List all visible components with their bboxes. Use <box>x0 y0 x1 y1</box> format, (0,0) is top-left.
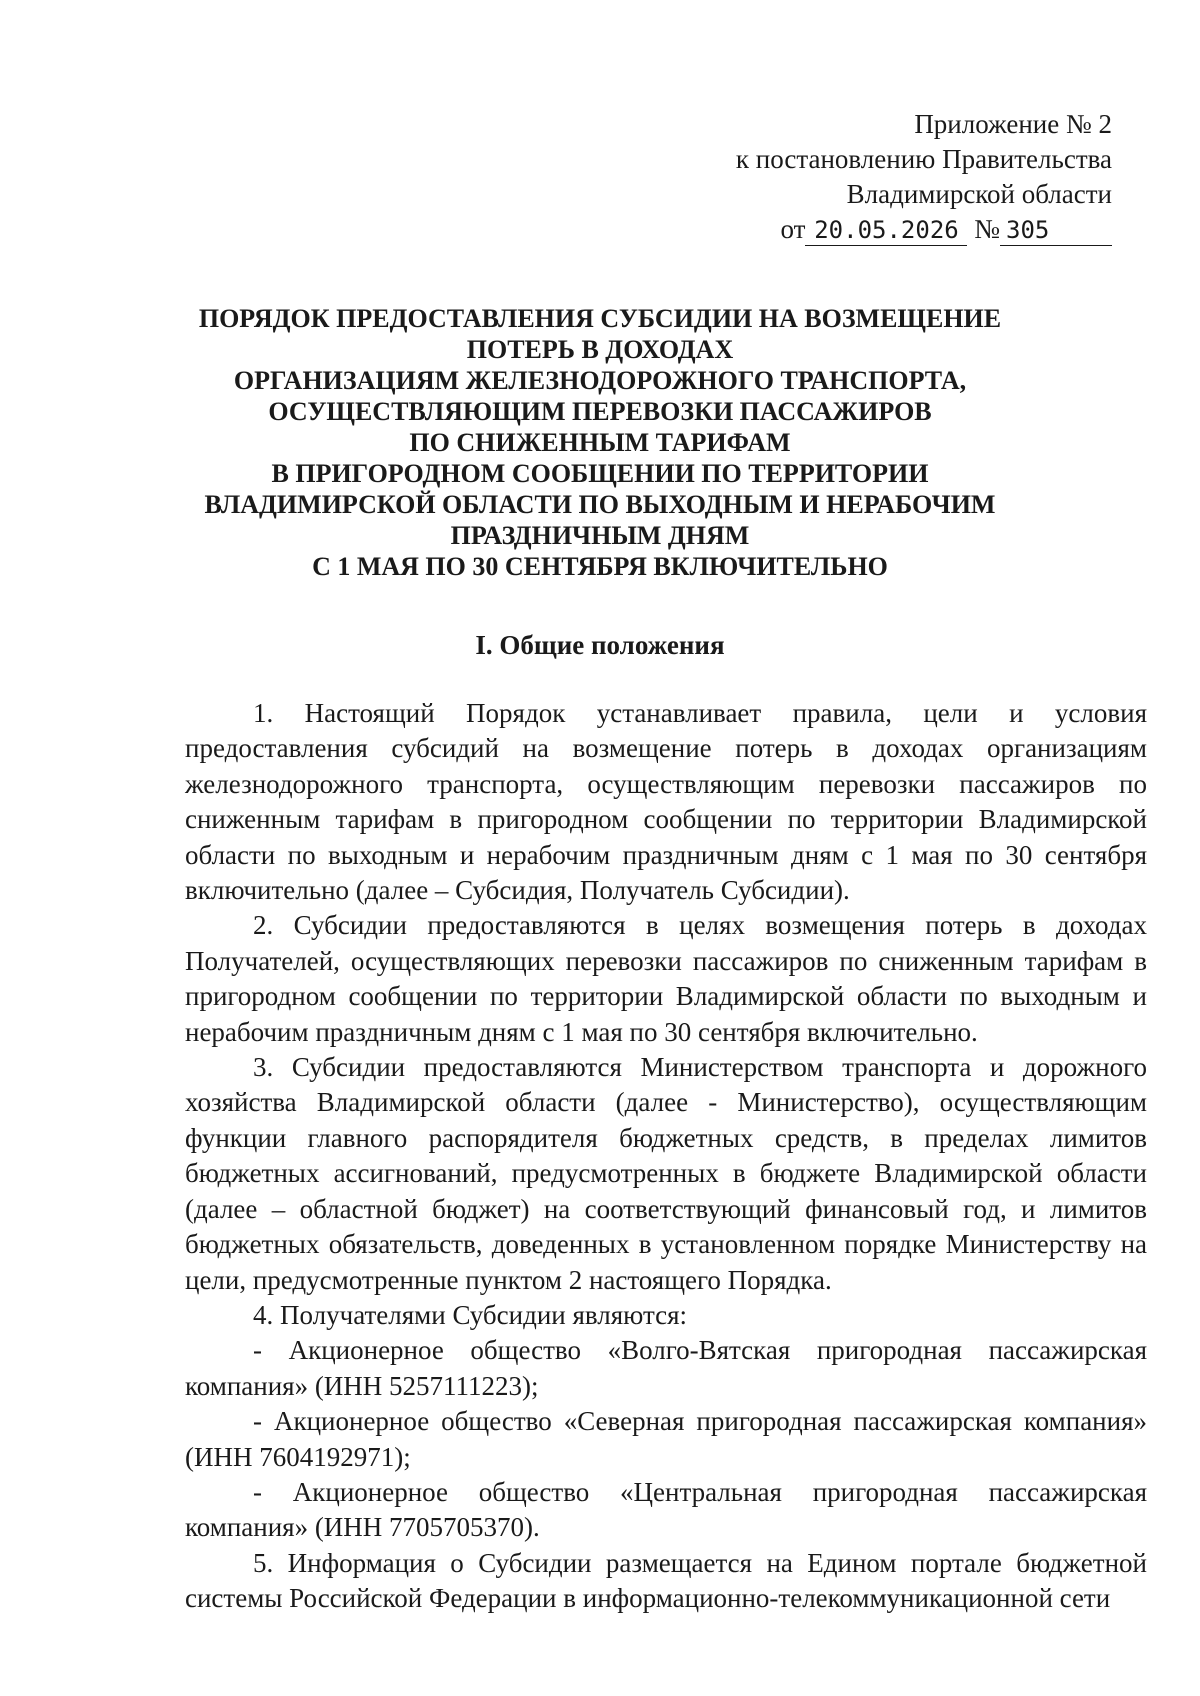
recipient-item: - Акционерное общество «Центральная пригородная пассажирская компания» (ИНН 7705705370). <box>185 1476 1147 1543</box>
title-line: ВЛАДИМИРСКОЙ ОБЛАСТИ ПО ВЫХОДНЫМ И НЕРАБОЧИМ <box>204 490 996 519</box>
number-value: 305 <box>1000 215 1112 246</box>
section-heading: I. Общие положения <box>475 630 725 660</box>
paragraph-3: 3. Субсидии предоставляются Министерством транспорта и дорожного хозяйства Владимирской области (далее - Министерство), осуществляющим функции главного распорядителя бюджетных средств, в пределах лимитов бюджетных ассигнований, предусмотренных в бюджете Владимирской области (далее – областной бюджет) на соответствующий финансовый год, и лимитов бюджетных обязательств, доведенных в установленном порядке Министерству на цели, предусмотренные пунктом 2 настоящего Порядка. <box>185 1052 1147 1295</box>
paragraph-2: 2. Субсидии предоставляются в целях возмещения потерь в доходах Получателей, осуществляющих перевозки пассажиров по сниженным тарифам в пригородном сообщении по территории Владимирской области по выходным и нерабочим праздничным дням с 1 мая по 30 сентября включительно. <box>185 910 1147 1047</box>
title-line: ПОРЯДОК ПРЕДОСТАВЛЕНИЯ СУБСИДИИ НА ВОЗМЕЩЕНИЕ <box>198 304 1002 333</box>
title-line: ОРГАНИЗАЦИЯМ ЖЕЛЕЗНОДОРОЖНОГО ТРАНСПОРТА, <box>233 366 967 395</box>
paragraph-4: 4. Получателями Субсидии являются: <box>253 1299 688 1330</box>
title-line: ПОТЕРЬ В ДОХОДАХ <box>466 335 734 364</box>
title-line: ОСУЩЕСТВЛЯЮЩИМ ПЕРЕВОЗКИ ПАССАЖИРОВ <box>268 397 932 426</box>
recipient-item: - Акционерное общество «Северная пригородная пассажирская компания» (ИНН 7604192971); <box>185 1406 1147 1472</box>
title-line: С 1 МАЯ ПО 30 СЕНТЯБРЯ ВКЛЮЧИТЕЛЬНО <box>312 552 888 581</box>
appendix-block <box>736 107 1112 247</box>
title-line: В ПРИГОРОДНОМ СООБЩЕНИИ ПО ТЕРРИТОРИИ <box>271 459 929 488</box>
document-body <box>185 696 1147 1617</box>
appendix-region: Владимирской области <box>846 179 1112 209</box>
paragraph-1: 1. Настоящий Порядок устанавливает правила, цели и условия предоставления субсидий на возмещение потерь в доходах организациям железнодорожного транспорта, осуществляющим перевозки пассажиров по сниженным тарифам в пригородном сообщении по территории Владимирской области по выходным и нерабочим праздничным дням с 1 мая по 30 сентября включительно (далее – Субсидия, Получатель Субсидии). <box>185 698 1147 906</box>
date-value: 20.05.2026 <box>805 215 967 246</box>
appendix-resolution: к постановлению Правительства <box>735 144 1112 174</box>
appendix-number: Приложение № 2 <box>914 109 1112 139</box>
document-title <box>150 303 1050 582</box>
title-line: ПРАЗДНИЧНЫМ ДНЯМ <box>450 521 750 550</box>
appendix-date-line <box>736 212 1112 247</box>
number-prefix: № <box>974 214 1000 244</box>
date-prefix: от <box>780 214 806 244</box>
title-line: ПО СНИЖЕННЫМ ТАРИФАМ <box>409 428 791 457</box>
recipient-item: - Акционерное общество «Волго-Вятская пригородная пассажирская компания» (ИНН 5257111223); <box>185 1335 1147 1401</box>
paragraph-5: 5. Информация о Субсидии размещается на Едином портале бюджетной системы Российской Федерации в информационно-телекоммуникационной сети <box>185 1547 1147 1614</box>
